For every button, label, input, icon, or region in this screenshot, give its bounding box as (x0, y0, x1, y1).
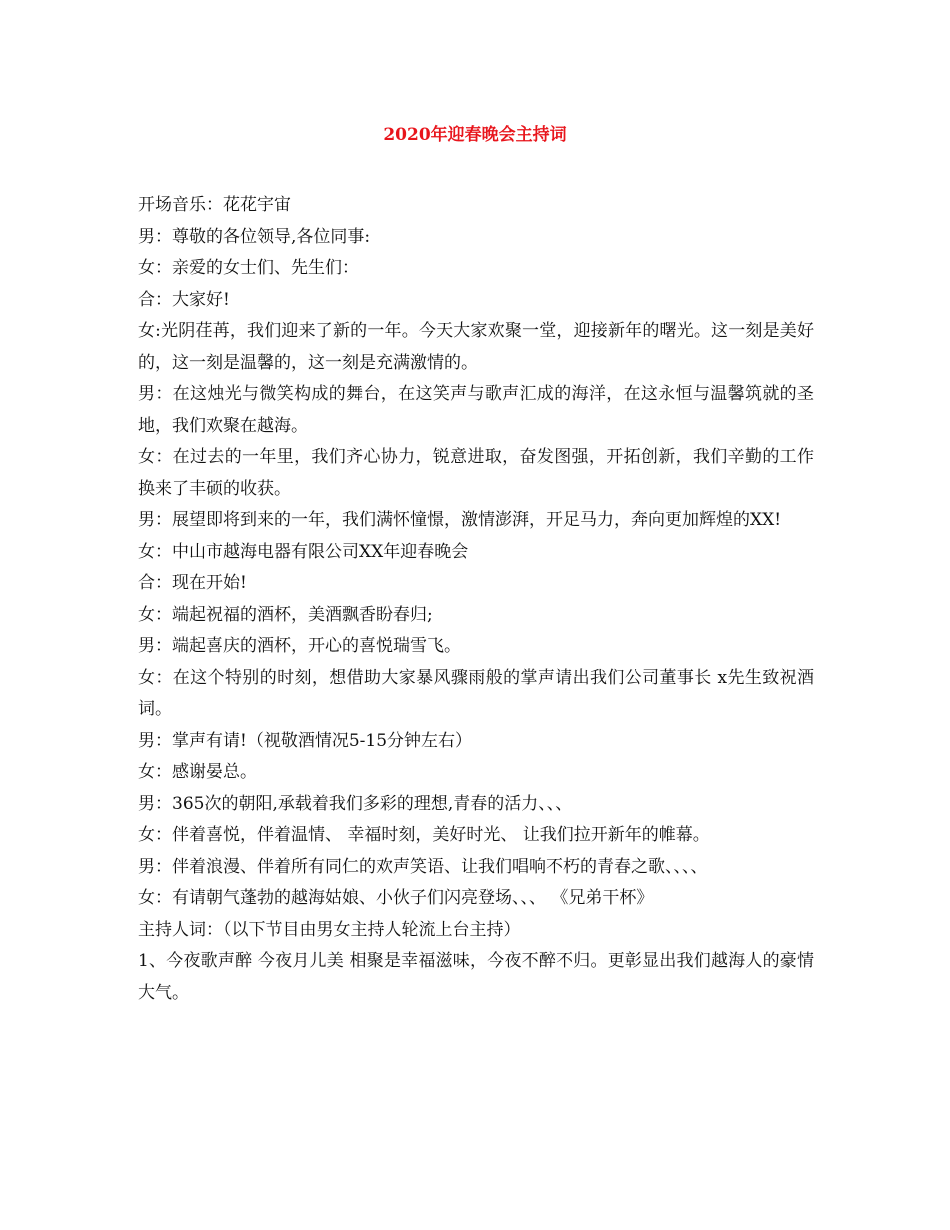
paragraph-toast-female: 女：端起祝福的酒杯，美酒飘香盼春归; (138, 604, 433, 625)
paragraph-first-show: 女：有请朝气蓬勃的越海姑娘、小伙子们闪亮登场、、、 《兄弟干杯》 (138, 888, 654, 908)
paragraph-toast-male: 男：端起喜庆的酒杯，开心的喜悦瑞雪飞。 (138, 636, 461, 656)
paragraph-host-lines: 主持人词：（以下节目由男女主持人轮流上台主持） (138, 919, 521, 940)
paragraph-company-gala: 女：中山市越海电器有限公司XX年迎春晚会 (138, 541, 469, 562)
paragraph-male-greeting: 男：尊敬的各位领导,各位同事: (138, 226, 371, 247)
paragraph-item-1: 1、今夜歌声醉 今夜月儿美 相聚是幸福滋味，今夜不醉不归。更彰显出我们越海人的豪情大气。 (138, 951, 814, 1003)
paragraph-applause: 男：掌声有请!（视敬酒情况5-15分钟左右） (138, 730, 473, 751)
document-body (138, 190, 814, 1009)
paragraph-chairman: 女：在这个特别的时刻，想借助大家暴风骤雨般的掌声请出我们公司董事长 x先生致祝酒词。 (138, 667, 814, 719)
paragraph-joy: 女：伴着喜悦，伴着温情、 幸福时刻，美好时光、 让我们拉开新年的帷幕。 (138, 825, 710, 845)
document-title: 2020年迎春晚会主持词 (383, 125, 567, 145)
paragraph-romance: 男：伴着浪漫、伴着所有同仁的欢声笑语、让我们唱响不朽的青春之歌、、、、 (138, 856, 708, 877)
paragraph-new-year: 女:光阴荏苒，我们迎来了新的一年。今天大家欢聚一堂，迎接新年的曙光。这一刻是美好的，这一刻是温馨的，这一刻是充满激情的。 (138, 321, 814, 373)
paragraph-thanks: 女：感谢晏总。 (138, 762, 257, 782)
paragraph-stage: 男：在这烛光与微笑构成的舞台，在这笑声与歌声汇成的海洋，在这永恒与温馨筑就的圣地，我们欢聚在越海。 (138, 384, 814, 436)
paragraph-together-hello: 合：大家好! (138, 289, 230, 310)
paragraph-sunrise: 男：365次的朝阳,承载着我们多彩的理想,青春的活力、、、 (138, 793, 573, 814)
paragraph-female-greeting: 女：亲爱的女士们、先生们： (138, 258, 359, 278)
paragraph-outlook: 男：展望即将到来的一年，我们满怀憧憬，激情澎湃，开足马力，奔向更加辉煌的XX! (138, 510, 782, 530)
paragraph-start: 合：现在开始! (138, 573, 247, 593)
paragraph-opening-music: 开场音乐：花花宇宙 (138, 195, 291, 215)
paragraph-past-year: 女：在过去的一年里，我们齐心协力，锐意进取，奋发图强，开拓创新，我们辛勤的工作换来了丰硕的收获。 (138, 447, 814, 499)
